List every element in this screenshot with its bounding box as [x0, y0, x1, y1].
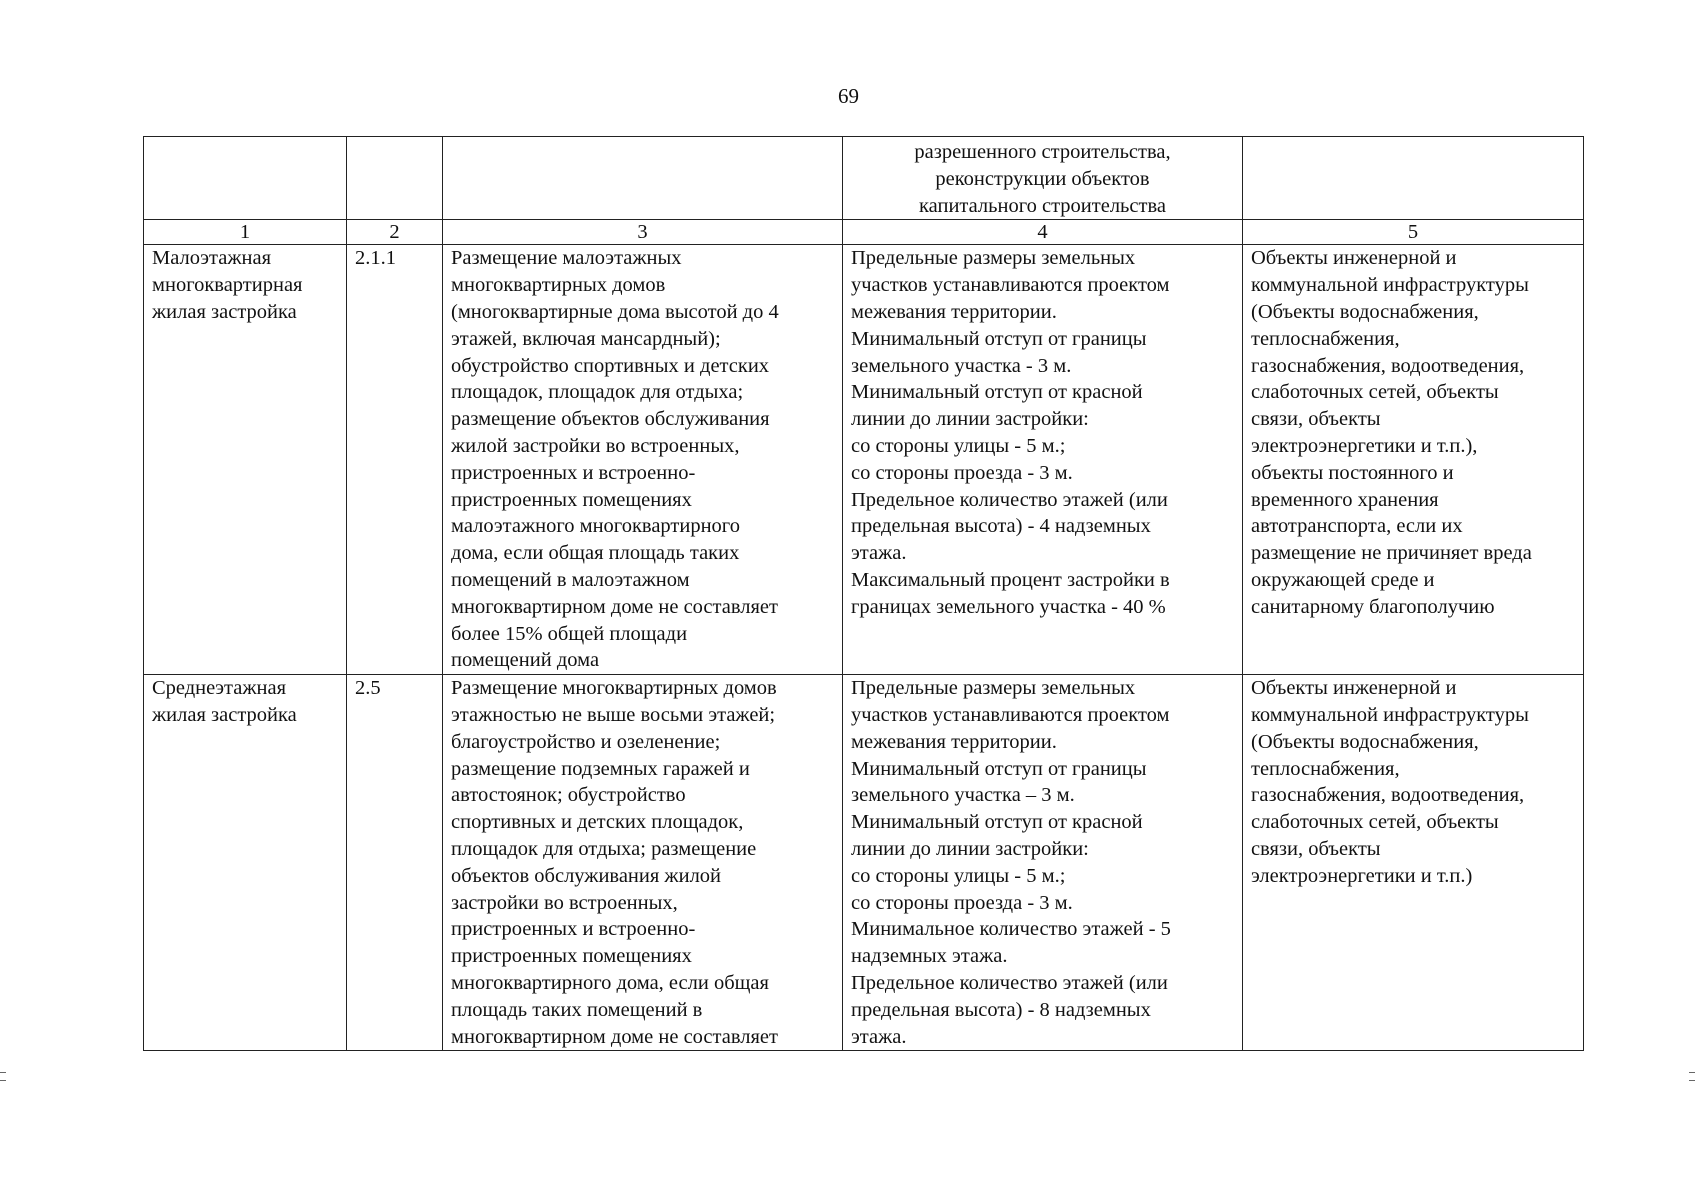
text-line: со стороны проезда - 3 м.	[851, 891, 1073, 914]
parameters-cell	[843, 675, 1243, 1051]
text-line: малоэтажного многоквартирного	[451, 515, 740, 538]
zoning-table	[143, 136, 1584, 1051]
text-line: этажа.	[851, 1025, 907, 1048]
auxiliary-uses-cell	[1243, 675, 1584, 1051]
text-line: линии до линии застройки:	[851, 837, 1089, 860]
header-cell-4	[843, 137, 1243, 220]
scan-edge-mark	[0, 1080, 6, 1081]
page-number: 69	[838, 84, 859, 108]
text-line: жилая застройка	[152, 300, 297, 323]
text-line: объектов обслуживания жилой	[451, 864, 722, 887]
text-line: коммунальной инфраструктуры	[1251, 274, 1529, 297]
scan-edge-mark	[1689, 1072, 1695, 1073]
use-description-cell	[443, 245, 843, 675]
text-line: многоквартирном доме не составляет	[451, 1025, 778, 1048]
text-line: Минимальное количество этажей - 5	[851, 918, 1171, 941]
text-line: пристроенных и встроенно-	[451, 918, 696, 941]
column-number: 2	[347, 220, 443, 245]
text-line: многоквартирного дома, если общая	[451, 971, 769, 994]
column-number: 1	[144, 220, 347, 245]
text-line: межевания территории.	[851, 300, 1057, 323]
text-line: (Объекты водоснабжения,	[1251, 730, 1479, 753]
header-cell-5	[1243, 137, 1584, 220]
text-line: пристроенных помещениях	[451, 488, 692, 511]
header-cell-3	[443, 137, 843, 220]
header-continuation-row	[144, 137, 1584, 220]
text-line: Максимальный процент застройки в	[851, 568, 1170, 591]
text-line: (многоквартирные дома высотой до 4	[451, 300, 779, 323]
text-line: более 15% общей площади	[451, 622, 688, 645]
text-line: пристроенных и встроенно-	[451, 461, 696, 484]
text-line: дома, если общая площадь таких	[451, 542, 740, 565]
auxiliary-uses-cell	[1243, 245, 1584, 675]
text-line: объекты постоянного и	[1251, 461, 1454, 484]
text-line: со стороны улицы - 5 м.;	[851, 434, 1066, 457]
text-line: Предельное количество этажей (или	[851, 488, 1168, 511]
text-line: жилой застройки во встроенных,	[451, 434, 740, 457]
text-line: Минимальный отступ от красной	[851, 811, 1143, 834]
text-line: размещение не причиняет вреда	[1251, 542, 1532, 565]
column-number: 4	[843, 220, 1243, 245]
text-line: участков устанавливаются проектом	[851, 274, 1170, 297]
text-line: помещений дома	[451, 649, 600, 672]
text-line: санитарному благополучию	[1251, 595, 1495, 618]
text-line: со стороны улицы - 5 м.;	[851, 864, 1066, 887]
text-line: теплоснабжения,	[1251, 757, 1400, 780]
column-number: 5	[1243, 220, 1584, 245]
text-line: газоснабжения, водоотведения,	[1251, 354, 1525, 377]
text-line: линии до линии застройки:	[851, 408, 1089, 431]
text-line: Объекты инженерной и	[1251, 677, 1457, 700]
text-line: слаботочных сетей, объекты	[1251, 381, 1499, 404]
text-line: площадок, площадок для отдыха;	[451, 381, 744, 404]
column-number-row	[144, 220, 1584, 245]
text-line: этажей, включая мансардный);	[451, 327, 721, 350]
text-line: межевания территории.	[851, 730, 1057, 753]
text-line: этажностью не выше восьми этажей;	[451, 703, 776, 726]
text-line: временного хранения	[1251, 488, 1439, 511]
text-line: многоквартирных домов	[451, 274, 666, 297]
text-line: Минимальный отступ от красной	[851, 381, 1143, 404]
text-line: связи, объекты	[1251, 408, 1381, 431]
text-line: Предельные размеры земельных	[851, 247, 1136, 270]
text-line: Среднеэтажная	[152, 677, 287, 700]
use-code-cell: 2.1.1	[347, 245, 443, 675]
scan-edge-mark	[0, 1072, 6, 1073]
use-name-cell	[144, 675, 347, 1051]
header-cell-2	[347, 137, 443, 220]
text-line: Размещение многоквартирных домов	[451, 677, 777, 700]
header-cell-1	[144, 137, 347, 220]
text-line: благоустройство и озеленение;	[451, 730, 721, 753]
text-line: автотранспорта, если их	[1251, 515, 1463, 538]
text-line: теплоснабжения,	[1251, 327, 1400, 350]
text-line: связи, объекты	[1251, 837, 1381, 860]
text-line: спортивных и детских площадок,	[451, 811, 744, 834]
text-line: застройки во встроенных,	[451, 891, 678, 914]
use-description-cell	[443, 675, 843, 1051]
header-line: разрешенного строительства,	[914, 141, 1171, 163]
text-line: газоснабжения, водоотведения,	[1251, 784, 1525, 807]
text-line: границах земельного участка - 40 %	[851, 595, 1166, 618]
table-row	[144, 245, 1584, 675]
use-name-cell	[144, 245, 347, 675]
text-line: размещение объектов обслуживания	[451, 408, 770, 431]
text-line: участков устанавливаются проектом	[851, 703, 1170, 726]
text-line: электроэнергетики и т.п.),	[1251, 434, 1478, 457]
text-line: Минимальный отступ от границы	[851, 757, 1147, 780]
text-line: Предельное количество этажей (или	[851, 971, 1168, 994]
text-line: Предельные размеры земельных	[851, 677, 1136, 700]
use-code-cell: 2.5	[347, 675, 443, 1051]
text-line: пристроенных помещениях	[451, 945, 692, 968]
text-line: Объекты инженерной и	[1251, 247, 1457, 270]
text-line: электроэнергетики и т.п.)	[1251, 864, 1473, 887]
text-line: со стороны проезда - 3 м.	[851, 461, 1073, 484]
text-line: Размещение малоэтажных	[451, 247, 682, 270]
text-line: предельная высота) - 4 надземных	[851, 515, 1151, 538]
text-line: обустройство спортивных и детских	[451, 354, 770, 377]
text-line: площадок для отдыха; размещение	[451, 837, 757, 860]
table-row	[144, 675, 1584, 1051]
text-line: надземных этажа.	[851, 945, 1008, 968]
text-line: этажа.	[851, 542, 907, 565]
text-line: земельного участка – 3 м.	[851, 784, 1075, 807]
text-line: площадь таких помещений в	[451, 998, 703, 1021]
text-line: предельная высота) - 8 надземных	[851, 998, 1151, 1021]
text-line: размещение подземных гаражей и	[451, 757, 750, 780]
text-line: земельного участка - 3 м.	[851, 354, 1072, 377]
text-line: коммунальной инфраструктуры	[1251, 703, 1529, 726]
column-number: 3	[443, 220, 843, 245]
header-line: реконструкции объектов	[935, 167, 1150, 190]
text-line: помещений в малоэтажном	[451, 568, 690, 591]
text-line: многоквартирная	[152, 274, 303, 297]
text-line: слаботочных сетей, объекты	[1251, 811, 1499, 834]
text-line: Минимальный отступ от границы	[851, 327, 1147, 350]
header-line: капитального строительства	[919, 194, 1166, 217]
text-line: многоквартирном доме не составляет	[451, 595, 778, 618]
text-line: жилая застройка	[152, 703, 297, 726]
scan-edge-mark	[1689, 1080, 1695, 1081]
text-line: окружающей среде и	[1251, 568, 1435, 591]
text-line: (Объекты водоснабжения,	[1251, 300, 1479, 323]
text-line: автостоянок; обустройство	[451, 784, 686, 807]
text-line: Малоэтажная	[152, 247, 272, 270]
parameters-cell	[843, 245, 1243, 675]
